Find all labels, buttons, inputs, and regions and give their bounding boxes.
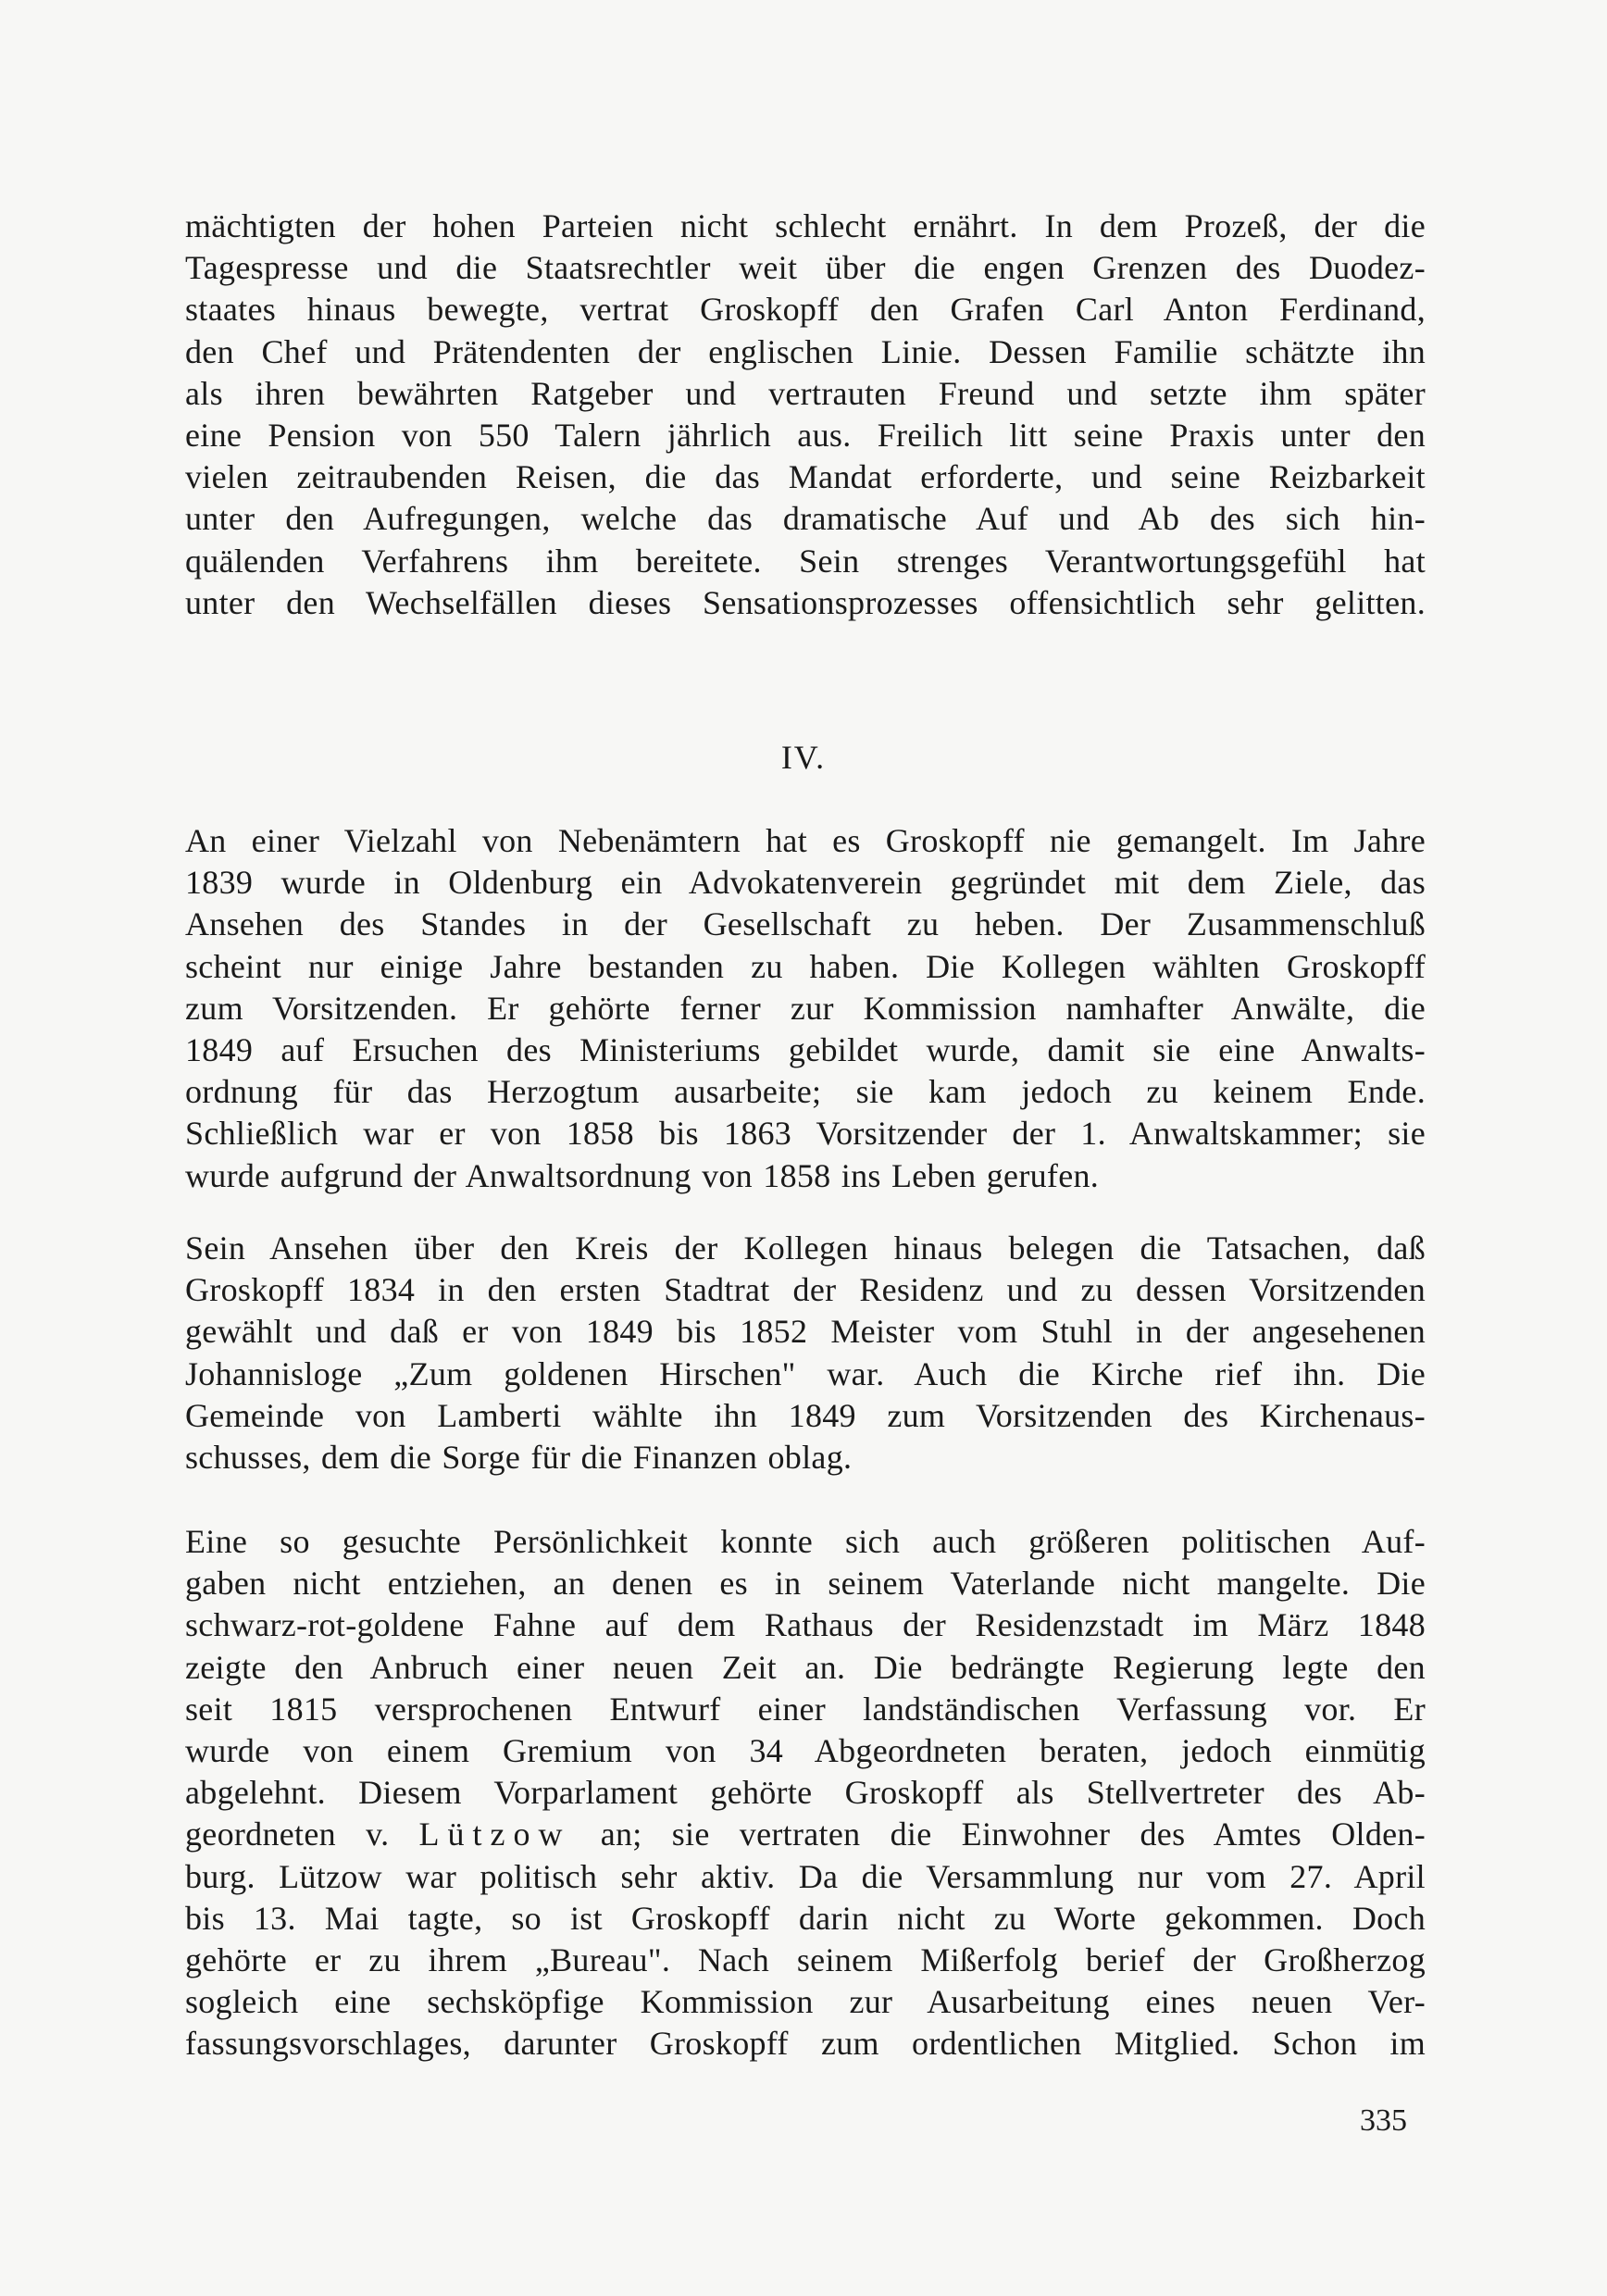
- text-line: An einer Vielzahl von Nebenämtern hat es Groskopff nie gemangelt. Im Jahre: [185, 822, 1426, 859]
- text-line: eine Pension von 550 Talern jährlich aus. Freilich litt seine Praxis unter den: [185, 417, 1426, 455]
- text-segment: an; sie vertraten die Einwohner des Amtes Olden-: [570, 1816, 1426, 1853]
- text-line: unter den Wechselfällen dieses Sensationsprozesses offensichtlich sehr gelitten.: [185, 583, 1426, 621]
- text-line: gewählt und daß er von 1849 bis 1852 Meister vom Stuhl in der angesehenen: [185, 1313, 1426, 1351]
- text-line: gaben nicht entziehen, an denen es in seinem Vaterlande nicht mangelte. Die: [185, 1565, 1426, 1603]
- text-line: [185, 1814, 1426, 1855]
- text-line: Tagespresse und die Staatsrechtler weit über die engen Grenzen des Duodez-: [185, 249, 1426, 287]
- section-heading: IV.: [780, 739, 827, 776]
- paragraph-4: [185, 1521, 1426, 2065]
- text-line: staates hinaus bewegte, vertrat Groskopff den Grafen Carl Anton Ferdinand,: [185, 291, 1426, 329]
- text-line: vielen zeitraubenden Reisen, die das Mandat erforderte, und seine Reizbarkeit: [185, 458, 1426, 496]
- text-line: Eine so gesuchte Persönlichkeit konnte sich auch größeren politischen Auf-: [185, 1523, 1426, 1560]
- spaced-name: Lützow: [418, 1816, 571, 1853]
- text-line: burg. Lützow war politisch sehr aktiv. Da die Versammlung nur vom 27. April: [185, 1857, 1426, 1895]
- text-line: unter den Aufregungen, welche das dramatische Auf und Ab des sich hin-: [185, 500, 1426, 538]
- text-line: sogleich eine sechsköpfige Kommission zur Ausarbeitung eines neuen Ver-: [185, 1983, 1426, 2021]
- text-line: mächtigten der hohen Parteien nicht schlecht ernährt. In dem Prozeß, der die: [185, 207, 1426, 244]
- text-line: wurde von einem Gremium von 34 Abgeordneten beraten, jedoch einmütig: [185, 1732, 1426, 1770]
- text-line: zeigte den Anbruch einer neuen Zeit an. Die bedrängte Regierung legte den: [185, 1648, 1426, 1686]
- text-line: 1839 wurde in Oldenburg ein Advokatenverein gegründet mit dem Ziele, das: [185, 864, 1426, 902]
- paragraph-3: [185, 1228, 1426, 1479]
- text-line: ordnung für das Herzogtum ausarbeite; sie kam jedoch zu keinem Ende.: [185, 1073, 1426, 1111]
- text-line: 1849 auf Ersuchen des Ministeriums gebildet wurde, damit sie eine Anwalts-: [185, 1031, 1426, 1069]
- page-number: 335: [1360, 2103, 1407, 2138]
- text-line: zum Vorsitzenden. Er gehörte ferner zur Kommission namhafter Anwälte, die: [185, 989, 1426, 1027]
- text-line: Sein Ansehen über den Kreis der Kollegen hinaus belegen die Tatsachen, daß: [185, 1229, 1426, 1267]
- paragraph-2: [185, 820, 1426, 1197]
- text-line: schusses, dem die Sorge für die Finanzen oblag.: [185, 1439, 853, 1477]
- text-line: fassungsvorschlages, darunter Groskopff zum ordentlichen Mitglied. Schon im: [185, 2025, 1426, 2063]
- text-line: gehörte er zu ihrem „Bureau". Nach seinem Mißerfolg berief der Großherzog: [185, 1941, 1426, 1979]
- text-line: schwarz-rot-goldene Fahne auf dem Rathaus der Residenzstadt im März 1848: [185, 1606, 1426, 1644]
- text-line: abgelehnt. Diesem Vorparlament gehörte Groskopff als Stellvertreter des Ab-: [185, 1774, 1426, 1812]
- text-line: quälenden Verfahrens ihm bereitete. Sein strenges Verantwortungsgefühl hat: [185, 542, 1426, 580]
- text-line: wurde aufgrund der Anwaltsordnung von 1858 ins Leben gerufen.: [185, 1156, 1100, 1194]
- text-line: den Chef und Prätendenten der englischen Linie. Dessen Familie schätzte ihn: [185, 332, 1426, 370]
- text-line: Groskopff 1834 in den ersten Stadtrat der Residenz und zu dessen Vorsitzenden: [185, 1271, 1426, 1309]
- text-line: Johannisloge „Zum goldenen Hirschen" war. Auch die Kirche rief ihn. Die: [185, 1354, 1426, 1392]
- text-line: scheint nur einige Jahre bestanden zu haben. Die Kollegen wählten Groskopff: [185, 947, 1426, 985]
- text-line: seit 1815 versprochenen Entwurf einer landständischen Verfassung vor. Er: [185, 1690, 1426, 1728]
- text-line: Gemeinde von Lamberti wählte ihn 1849 zum Vorsitzenden des Kirchenaus-: [185, 1396, 1426, 1434]
- paragraph-1: [185, 206, 1426, 624]
- text-line: als ihren bewährten Ratgeber und vertrauten Freund und setzte ihm später: [185, 374, 1426, 412]
- text-line: Ansehen des Standes in der Gesellschaft zu heben. Der Zusammenschluß: [185, 905, 1426, 943]
- text-line: bis 13. Mai tagte, so ist Groskopff darin nicht zu Worte gekommen. Doch: [185, 1899, 1426, 1937]
- text-line: Schließlich war er von 1858 bis 1863 Vorsitzender der 1. Anwaltskammer; sie: [185, 1115, 1426, 1153]
- text-segment: geordneten v.: [185, 1816, 419, 1853]
